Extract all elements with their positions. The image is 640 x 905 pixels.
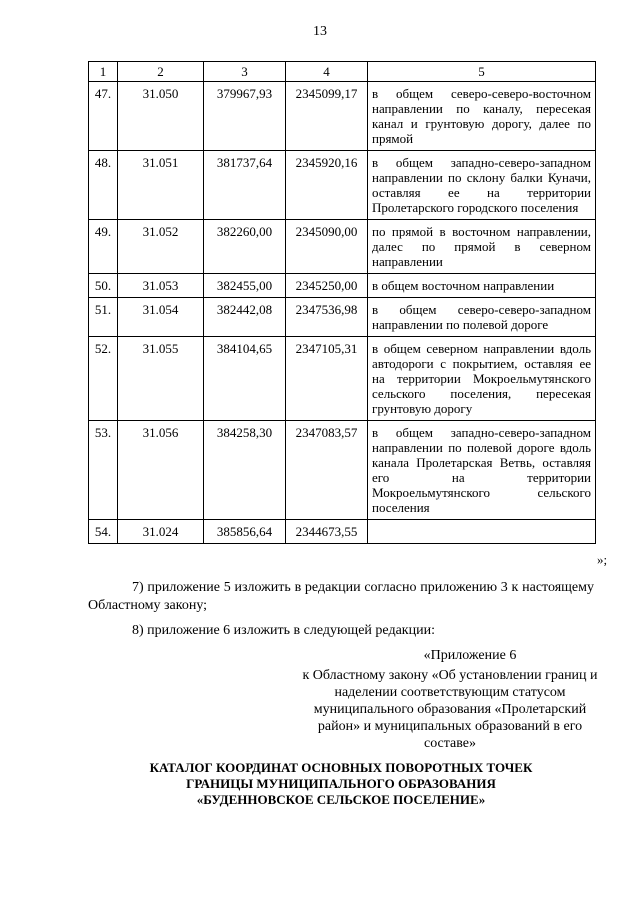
header-col-4: 4 [286, 62, 368, 82]
description: в общем западно-северо-западном направлении по склону балки Куначи, оставляя ее на территории Пролетарского городского поселения [368, 151, 596, 220]
row-number: 49. [89, 220, 118, 274]
coord-y: 2347083,57 [286, 421, 368, 520]
row-number: 50. [89, 274, 118, 298]
table-row [89, 421, 596, 520]
coord-x: 382442,08 [204, 298, 286, 337]
point-code: 31.051 [118, 151, 204, 220]
description: по прямой в восточном направлении, далес по прямой в северном направлении [368, 220, 596, 274]
header-col-1: 1 [89, 62, 118, 82]
header-col-2: 2 [118, 62, 204, 82]
point-code: 31.054 [118, 298, 204, 337]
description: в общем северном направлении вдоль автодороги с покрытием, оставляя ее на территории Мокроельмутянского сельского поселения, пересекая грунтовую дорогу [368, 337, 596, 421]
row-number: 47. [89, 82, 118, 151]
table-closing-mark: »; [597, 552, 608, 567]
page-number: 13 [313, 24, 327, 39]
description [368, 520, 596, 544]
table-row [89, 298, 596, 337]
coord-x: 384258,30 [204, 421, 286, 520]
coord-x: 381737,64 [204, 151, 286, 220]
coord-y: 2345920,16 [286, 151, 368, 220]
point-code: 31.050 [118, 82, 204, 151]
coord-x: 379967,93 [204, 82, 286, 151]
row-number: 51. [89, 298, 118, 337]
table-row [89, 337, 596, 421]
catalog-line-3: «БУДЕННОВСКОЕ СЕЛЬСКОЕ ПОСЕЛЕНИЕ» [196, 792, 486, 807]
coord-y: 2345090,00 [286, 220, 368, 274]
point-code: 31.024 [118, 520, 204, 544]
description: в общем западно-северо-западном направлении по полевой дороге вдоль канала Пролетарская Ветвь, оставляя его на территории Мокроельмутянского сельского поселения [368, 421, 596, 520]
coordinates-table [88, 61, 596, 544]
coord-x: 382260,00 [204, 220, 286, 274]
coord-y: 2344673,55 [286, 520, 368, 544]
coord-x: 384104,65 [204, 337, 286, 421]
appendix-title: «Приложение 6 [423, 648, 517, 663]
coord-y: 2347105,31 [286, 337, 368, 421]
coord-y: 2347536,98 [286, 298, 368, 337]
table-row [89, 220, 596, 274]
table-row [89, 82, 596, 151]
point-code: 31.055 [118, 337, 204, 421]
coord-x: 382455,00 [204, 274, 286, 298]
point-code: 31.052 [118, 220, 204, 274]
header-col-3: 3 [204, 62, 286, 82]
description: в общем северо-северо-западном направлении по полевой дороге [368, 298, 596, 337]
table-header-row [89, 62, 596, 82]
header-col-5: 5 [368, 62, 596, 82]
table-row [89, 274, 596, 298]
table-row [89, 151, 596, 220]
description: в общем восточном направлении [368, 274, 596, 298]
point-code: 31.053 [118, 274, 204, 298]
coord-y: 2345250,00 [286, 274, 368, 298]
catalog-line-1: КАТАЛОГ КООРДИНАТ ОСНОВНЫХ ПОВОРОТНЫХ ТОЧЕК [149, 760, 533, 775]
paragraph-7: 7) приложение 5 изложить в редакции согласно приложению 3 к настоящему Областному закону; [88, 580, 594, 613]
row-number: 53. [89, 421, 118, 520]
point-code: 31.056 [118, 421, 204, 520]
appendix-body: к Областному закону «Об установлении границ и наделении соответствующим статусом муниципального образования «Пролетарский район» и муниципальных образований в его составе» [302, 668, 598, 751]
coord-x: 385856,64 [204, 520, 286, 544]
paragraph-8: 8) приложение 6 изложить в следующей редакции: [132, 623, 435, 638]
row-number: 54. [89, 520, 118, 544]
row-number: 52. [89, 337, 118, 421]
table-row [89, 520, 596, 544]
catalog-heading [88, 760, 594, 808]
row-number: 48. [89, 151, 118, 220]
description: в общем северо-северо-восточном направлении по каналу, пересекая канал и грунтовую дорогу, далее по прямой [368, 82, 596, 151]
catalog-line-2: ГРАНИЦЫ МУНИЦИПАЛЬНОГО ОБРАЗОВАНИЯ [186, 776, 496, 791]
coord-y: 2345099,17 [286, 82, 368, 151]
